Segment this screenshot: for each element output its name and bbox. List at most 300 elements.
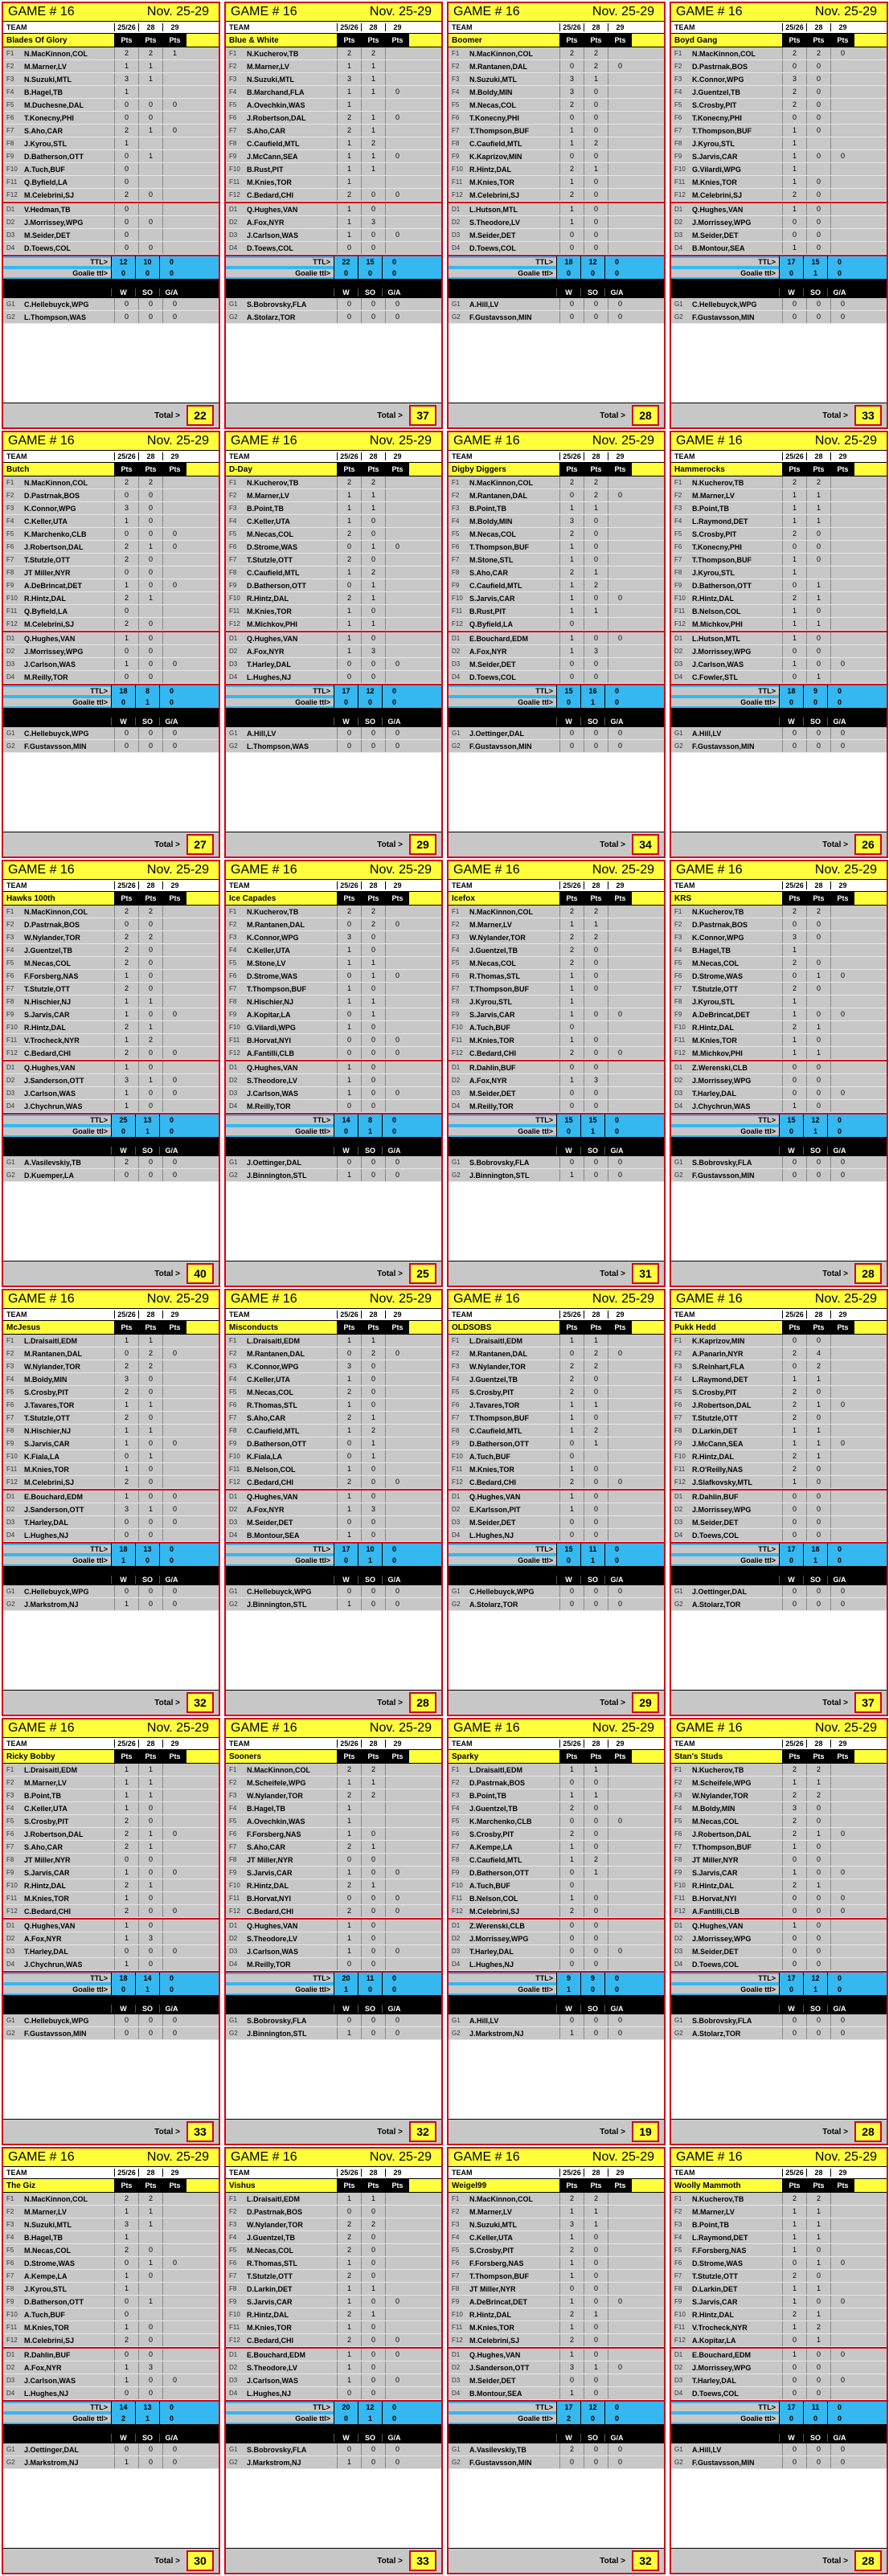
slot-label: D1 [674, 1064, 683, 1071]
season-pts: 1 [114, 2231, 138, 2243]
day28-pts [138, 2283, 162, 2295]
ga-label: G/A [159, 2434, 183, 2442]
date-range: Nov. 25-29 [146, 1292, 209, 1306]
team-name: Vishus [229, 2181, 256, 2190]
season-pts: 2 [782, 957, 806, 969]
day28-pts: 0 [806, 658, 830, 670]
goalie-ttl-label: Goalie ttl> [3, 2414, 111, 2423]
season-pts: 2 [559, 1373, 584, 1385]
player-name: A.Fox,NYR [247, 1505, 285, 1514]
player-row [3, 150, 219, 163]
pts-label: Pts [782, 1321, 806, 1334]
slot-label: F7 [6, 985, 14, 992]
season-pts: 1 [114, 2456, 138, 2468]
day29-pts [608, 970, 632, 982]
day28-pts: 0 [584, 176, 608, 188]
season-pts: 1 [337, 2361, 361, 2374]
season-pts: 0 [114, 229, 138, 241]
season-pts: 1 [337, 1399, 361, 1411]
ttl-label: TTL> [3, 1116, 111, 1124]
player-row [671, 1867, 887, 1879]
player-row [671, 1169, 887, 1182]
day29-pts [830, 1920, 854, 1932]
goalie-ttl-row [226, 1984, 441, 1995]
player-row [671, 99, 887, 112]
player-row [671, 2374, 887, 2387]
day28-pts: 0 [361, 1021, 385, 1033]
slot-label: D1 [452, 1493, 461, 1500]
day29-pts [162, 1879, 186, 1891]
season-pts: 0 [559, 1087, 584, 1099]
player-name: M.Marner,LV [692, 491, 735, 500]
day29-pts [385, 2244, 409, 2256]
slot-label: F6 [6, 2259, 14, 2267]
team-name: Stan's Studs [674, 1752, 723, 1761]
date-range: Nov. 25-29 [146, 1721, 209, 1735]
slot-label: F9 [6, 1440, 14, 1447]
ga-label: G/A [604, 288, 629, 296]
black-bar [449, 1995, 664, 2003]
player-row [671, 1490, 887, 1503]
total-label: Total > [600, 1698, 625, 1707]
player-row [226, 476, 441, 489]
w-label: W [111, 1576, 135, 1584]
date-range: Nov. 25-29 [146, 863, 209, 877]
player-row [671, 1932, 887, 1945]
slot-label: F3 [6, 2221, 14, 2228]
ttl-value: 0 [827, 256, 851, 268]
player-row [3, 658, 219, 671]
day28-pts [138, 176, 162, 188]
slot-label: G1 [229, 730, 238, 737]
day29-pts [830, 632, 854, 644]
day28-pts: 1 [806, 1828, 830, 1840]
day29-pts [162, 931, 186, 943]
season-pts: 2 [114, 476, 138, 489]
player-name: M.Marner,LV [247, 62, 289, 71]
season-pts: 2 [337, 2218, 361, 2230]
player-name: B.Nelson,COL [469, 1894, 518, 1903]
player-row [449, 47, 664, 60]
day28-pts: 0 [584, 2027, 608, 2039]
season-pts: 2 [559, 2308, 584, 2320]
season-pts: 0 [337, 2443, 361, 2455]
season-pts: 1 [114, 86, 138, 98]
player-name: S.Crosby,PIT [469, 1388, 514, 1396]
day28-pts: 1 [138, 1777, 162, 1789]
day29-pts [385, 163, 409, 175]
player-name: K.Fiala,LA [247, 1452, 283, 1461]
day29-pts [162, 2270, 186, 2282]
player-row [671, 2193, 887, 2206]
day28-pts: 1 [138, 2257, 162, 2269]
slot-label: F12 [674, 1049, 686, 1057]
player-row [671, 2321, 887, 2334]
day29-pts: 0 [608, 1945, 632, 1957]
w-label: W [779, 718, 803, 726]
season-pts: 2 [114, 1386, 138, 1398]
card-header [449, 432, 664, 451]
player-row [226, 1490, 441, 1503]
player-row [449, 125, 664, 137]
player-row [671, 1958, 887, 1971]
goalie-ttl-value: 0 [334, 697, 358, 708]
card-header [226, 1290, 441, 1309]
season-pts: 1 [114, 579, 138, 591]
player-name: A.Ovechkin,WAS [247, 100, 305, 109]
day28-pts: 2 [361, 906, 385, 918]
slot-label: F7 [229, 127, 237, 134]
season-pts: 1 [114, 1034, 138, 1046]
player-name: M.Rantanen,DAL [247, 920, 305, 929]
day28-pts: 0 [138, 2374, 162, 2386]
ga-label: G/A [382, 1576, 406, 1584]
player-row [449, 2456, 664, 2469]
goalies-section [3, 2014, 219, 2040]
day28-pts: 0 [806, 86, 830, 98]
goalie-ttl-value: 0 [159, 2413, 183, 2424]
player-name: S.Jarvis,CAR [692, 1868, 738, 1877]
pts-label: Pts [162, 2179, 186, 2192]
season-pts: 0 [782, 1061, 806, 1073]
player-row [226, 2270, 441, 2283]
season-pts: 0 [782, 1854, 806, 1866]
pts-label: Pts [361, 34, 385, 47]
player-name: S.Aho,CAR [469, 568, 508, 577]
season-pts: 0 [782, 2456, 806, 2468]
slot-label: F10 [229, 1024, 240, 1031]
day28-pts: 0 [138, 1905, 162, 1917]
player-row [449, 541, 664, 554]
day28-pts: 0 [806, 2349, 830, 2361]
card-header [671, 432, 887, 451]
slot-label: F12 [674, 620, 686, 628]
slot-label: F1 [229, 50, 237, 57]
so-label: SO [135, 1576, 159, 1584]
day28-pts: 1 [138, 1764, 162, 1776]
day29-pts [162, 1373, 186, 1385]
day29-pts [830, 112, 854, 124]
goalie-ttl-value: 0 [159, 1984, 183, 1995]
slot-label: F6 [452, 2259, 460, 2267]
player-name: A.Hill,LV [692, 729, 722, 738]
goalie-stat-header [449, 2003, 664, 2014]
day28-pts: 0 [806, 1841, 830, 1853]
day29-pts: 0 [162, 658, 186, 670]
day28-pts: 0 [361, 1932, 385, 1944]
day29-pts [385, 1932, 409, 1944]
day28-pts: 1 [584, 1789, 608, 1801]
day28-pts: 0 [361, 1386, 385, 1398]
player-row [671, 1335, 887, 1347]
day29-pts [162, 1360, 186, 1372]
slot-label: F3 [674, 76, 682, 83]
day29-pts [608, 137, 632, 149]
so-label: SO [580, 288, 604, 296]
player-row [449, 2387, 664, 2400]
player-name: T.Harley,DAL [247, 660, 291, 669]
player-name: C.Caufield,MTL [247, 1426, 300, 1435]
day28-pts: 2 [138, 931, 162, 943]
player-row [671, 1021, 887, 1034]
team-name: Misconducts [229, 1323, 279, 1332]
forwards-section [3, 476, 219, 631]
player-row [226, 1516, 441, 1529]
slot-label: D1 [6, 206, 15, 213]
day29-pts: 0 [608, 298, 632, 310]
pts-label: Pts [337, 892, 361, 905]
total-value: 32 [409, 2121, 436, 2142]
season-pts: 1 [114, 1490, 138, 1503]
player-row [449, 1905, 664, 1918]
player-row [226, 645, 441, 658]
slot-label: G1 [452, 301, 461, 308]
player-row [671, 1815, 887, 1828]
season-pts: 3 [559, 73, 584, 85]
slot-label: D1 [6, 1922, 15, 1929]
slot-label: F4 [452, 947, 460, 954]
player-row [449, 1156, 664, 1169]
player-name: Q.Hughes,VAN [692, 1921, 744, 1930]
season-pts: 0 [559, 150, 584, 162]
player-row [671, 1945, 887, 1958]
pts-label: Pts [361, 892, 385, 905]
team-name-row [449, 2179, 664, 2193]
goalie-ttl-row [671, 1126, 887, 1137]
ttl-label: TTL> [671, 687, 779, 695]
player-name: N.Suzuki,MTL [247, 75, 294, 84]
season-pts: 0 [114, 2257, 138, 2269]
player-row [449, 1777, 664, 1789]
season-pts: 0 [782, 1892, 806, 1904]
day29-pts [385, 489, 409, 501]
date-range: Nov. 25-29 [146, 5, 209, 18]
player-row [226, 1373, 441, 1386]
player-name: J.McCann,SEA [692, 1439, 744, 1448]
player-name: R.O'Reilly,NAS [692, 1465, 743, 1474]
day29-pts [162, 216, 186, 228]
slot-label: D3 [452, 2377, 461, 2384]
day28-pts: 0 [361, 1074, 385, 1086]
season-col-label: 25/26 [337, 1740, 361, 1748]
day28-pts: 0 [138, 1867, 162, 1879]
day28-pts: 1 [806, 1879, 830, 1891]
slot-label: G2 [674, 313, 683, 321]
day28-pts: 0 [584, 2270, 608, 2282]
day29-pts: 0 [162, 2456, 186, 2468]
slot-label: F6 [229, 1401, 237, 1409]
black-bar [449, 2424, 664, 2432]
total-row [671, 403, 887, 427]
pts-label: Pts [584, 463, 608, 476]
season-pts: 1 [782, 2283, 806, 2295]
slot-label: F5 [674, 959, 682, 967]
day29-pts: 0 [385, 918, 409, 930]
slot-label: F5 [229, 530, 237, 538]
slot-label: F11 [6, 178, 18, 186]
day28-pts: 1 [361, 489, 385, 501]
ttl-value: 18 [803, 1544, 827, 1555]
player-row [671, 2244, 887, 2257]
day29-pts [162, 2193, 186, 2205]
ttl-value: 0 [159, 1114, 183, 1126]
goalies-section [226, 298, 441, 324]
day28-pts: 0 [138, 645, 162, 657]
slot-label: F9 [674, 582, 682, 589]
day29-pts [608, 996, 632, 1008]
player-name: J.Carlson,WAS [24, 660, 76, 669]
day29-pts [830, 996, 854, 1008]
goalie-ttl-value: 0 [779, 1984, 803, 1995]
ttl-value: 0 [604, 2402, 629, 2413]
day29-pts [830, 1777, 854, 1789]
player-name: M.Duchesne,DAL [24, 100, 84, 109]
ttl-value: 0 [827, 1973, 851, 1984]
player-name: J.Guentzel,TB [469, 1804, 518, 1813]
day29-pts [830, 1373, 854, 1385]
team-name: KRS [674, 893, 692, 903]
slot-label: F10 [452, 1882, 463, 1889]
day29-pts [830, 216, 854, 228]
day28-pts: 0 [806, 298, 830, 310]
season-pts: 1 [559, 1169, 584, 1181]
player-row [226, 2231, 441, 2244]
day29-pts: 0 [385, 740, 409, 752]
player-name: V.Hedman,TB [24, 205, 71, 214]
day29-pts [830, 1335, 854, 1347]
black-bar [3, 708, 219, 716]
player-row [449, 2270, 664, 2283]
day28-pts: 0 [806, 1802, 830, 1814]
season-pts: 2 [337, 1841, 361, 1853]
player-name: S.Bobrovsky,FLA [692, 1158, 752, 1167]
season-pts: 0 [559, 1437, 584, 1450]
season-col-label: 25/26 [782, 881, 806, 889]
slot-label: F6 [452, 543, 460, 550]
season-pts: 2 [114, 554, 138, 566]
slot-label: F11 [674, 2324, 686, 2331]
player-name: D.Pastrnak,BOS [692, 920, 748, 929]
slot-label: G2 [452, 2459, 461, 2466]
player-row [671, 906, 887, 918]
season-pts: 1 [782, 502, 806, 514]
day29-pts [385, 2270, 409, 2282]
day28-pts: 0 [361, 2257, 385, 2269]
day28-pts: 0 [138, 1156, 162, 1168]
ttl-value: 18 [111, 1544, 135, 1555]
pts-label: Pts [337, 1321, 361, 1334]
pts-label: Pts [162, 463, 186, 476]
player-row [3, 1764, 219, 1777]
player-name: T.Stutzle,OTT [24, 984, 70, 993]
player-name: J.Binnington,STL [469, 1171, 530, 1180]
forwards-section [671, 906, 887, 1060]
date-range: Nov. 25-29 [369, 863, 432, 877]
goalie-ttl-row [671, 268, 887, 279]
player-row [3, 311, 219, 324]
season-pts: 1 [559, 1335, 584, 1347]
goalie-ttl-value: 0 [580, 268, 604, 279]
slot-label: F9 [229, 153, 237, 160]
season-pts: 2 [782, 2193, 806, 2205]
day29-col-label: 29 [830, 2169, 854, 2177]
day28-pts [806, 137, 830, 149]
slot-label: F2 [229, 2208, 237, 2215]
day28-pts: 0 [584, 1920, 608, 1932]
player-row [449, 229, 664, 242]
day29-pts [162, 2283, 186, 2295]
team-name-row [671, 34, 887, 47]
ttl-label: TTL> [449, 1116, 556, 1124]
player-name: C.Caufield,MTL [469, 139, 522, 148]
day28-pts: 0 [361, 1828, 385, 1840]
slot-label: F1 [452, 479, 460, 486]
player-name: F.Forsberg,NAS [469, 2259, 524, 2267]
player-name: J.Carlson,WAS [692, 660, 744, 669]
day28-pts: 0 [138, 2349, 162, 2361]
player-name: J.Markstrom,NJ [469, 2029, 524, 2038]
team-col-label: TEAM [6, 881, 27, 889]
slot-label: F8 [6, 2285, 14, 2292]
goalie-ttl-value: 0 [159, 697, 183, 708]
slot-label: F2 [229, 63, 237, 70]
goalie-stat-header [671, 2003, 887, 2014]
slot-label: F6 [229, 114, 237, 121]
card-header [671, 1290, 887, 1309]
day29-pts [162, 592, 186, 604]
day29-pts [385, 605, 409, 617]
day29-pts [385, 2231, 409, 2243]
day28-pts: 0 [138, 1169, 162, 1181]
ttl-value: 0 [827, 1114, 851, 1126]
defense-section [449, 1920, 664, 1971]
day29-pts [162, 566, 186, 579]
slot-label: F3 [6, 505, 14, 512]
player-row [449, 931, 664, 944]
player-name: T.Stutzle,OTT [247, 2271, 293, 2280]
day28-pts: 1 [138, 996, 162, 1008]
player-row [449, 1841, 664, 1854]
team-name: Weigel99 [452, 2181, 487, 2190]
day28-pts: 2 [806, 2193, 830, 2205]
day29-col-label: 29 [608, 2169, 632, 2177]
season-pts: 1 [782, 137, 806, 149]
day28-pts: 0 [138, 1476, 162, 1488]
player-row [3, 605, 219, 618]
slot-label: F3 [452, 1792, 460, 1799]
player-name: N.Kucherov,TB [247, 907, 299, 916]
pts-label: Pts [138, 1321, 162, 1334]
day28-pts: 1 [138, 1021, 162, 1033]
day28-pts: 0 [806, 2443, 830, 2455]
day29-pts [162, 1815, 186, 1827]
season-pts: 0 [782, 2257, 806, 2269]
w-label: W [779, 2434, 803, 2442]
player-row [449, 983, 664, 996]
day28-pts: 0 [138, 1100, 162, 1112]
column-header [226, 880, 441, 892]
day29-col-label: 29 [830, 1310, 854, 1319]
day28-pts: 0 [806, 2027, 830, 2039]
player-row [3, 2456, 219, 2469]
ttl-value: 17 [334, 685, 358, 697]
pts-label: Pts [830, 892, 854, 905]
player-row [226, 1437, 441, 1450]
player-name: S.Aho,CAR [24, 126, 63, 135]
player-name: R.Hintz,DAL [24, 594, 66, 603]
day28-pts: 1 [361, 502, 385, 514]
player-row [671, 1503, 887, 1516]
